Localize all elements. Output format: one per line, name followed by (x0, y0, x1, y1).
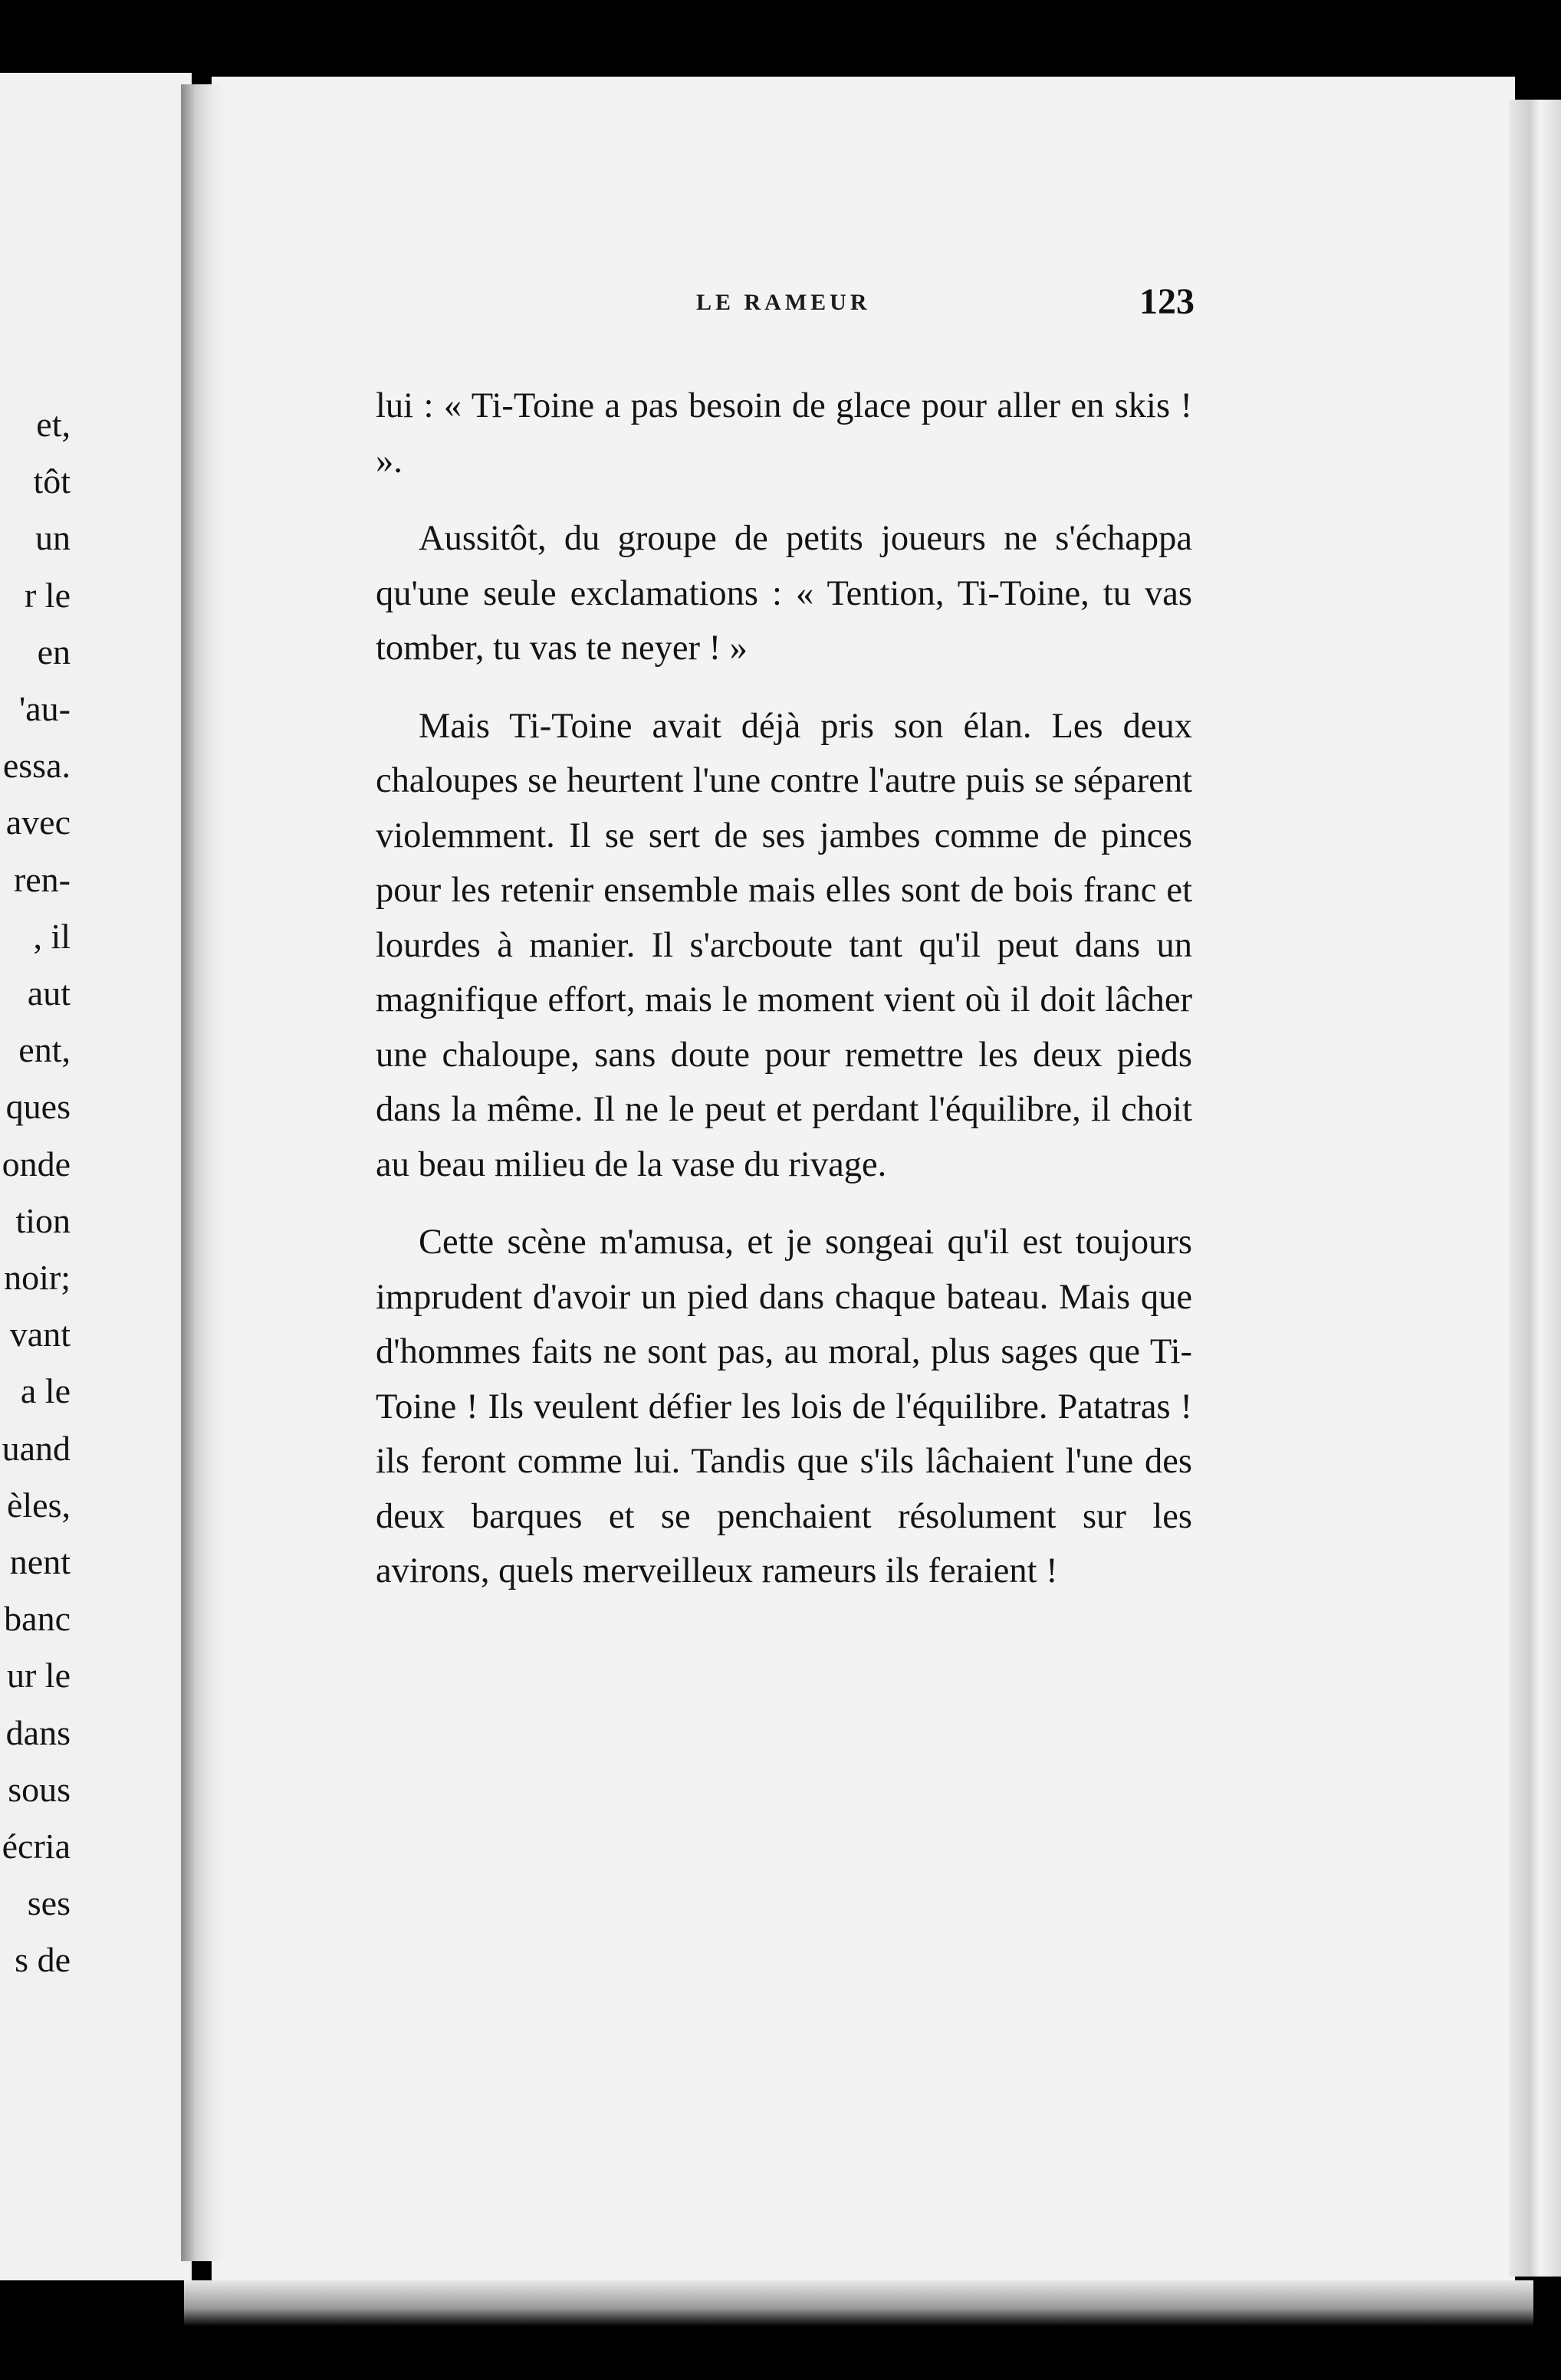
facing-line: 'au- (18, 689, 71, 729)
facing-page-text (2, 396, 71, 1989)
book-gutter (181, 84, 224, 2261)
facing-line: uand (2, 1428, 71, 1468)
facing-line: et, (36, 405, 71, 444)
page-number: 123 (1139, 281, 1195, 322)
paragraph: Mais Ti-Toine avait déjà pris son élan. Les deux chaloupes se heurtent l'une contre l'autre puis se séparent violemment. Il se sert de ses jambes comme de pinces pour les retenir ensemble mais elles sont de bois franc et lourdes à manier. Il s'arcboute tant qu'il peut dans un magnifique effort, mais le moment vient où il doit lâcher une chaloupe, sans doute pour remettre les deux pieds dans la même. Il ne le peut et perdant l'équilibre, il choit au beau milieu de la vase du rivage. (376, 706, 1192, 1184)
facing-line: a le (20, 1371, 71, 1411)
facing-line: ent, (18, 1030, 71, 1070)
facing-line: aut (27, 973, 71, 1013)
facing-line: tion (15, 1200, 71, 1240)
paragraph: Aussitôt, du groupe de petits joueurs ne s'échappa qu'une seule exclamations : « Tention, Ti-Toine, tu vas tomber, tu vas te neyer ! » (376, 519, 1192, 668)
facing-line: sous (8, 1769, 71, 1809)
facing-line: écria (2, 1827, 71, 1866)
paragraph: Cette scène m'amusa, et je songeai qu'il est toujours imprudent d'avoir un pied dans chaque bateau. Mais que d'hommes faits ne sont pas, au moral, plus sages que Ti-Toine ! Ils veulent défier les lois de l'équilibre. Patatras ! ils feront comme lui. Tandis que s'ils lâchaient l'une des deux barques et se penchaient résolument sur les avirons, quels merveilleux rameurs ils feraient ! (376, 1223, 1192, 1590)
facing-line: onde (2, 1144, 71, 1183)
facing-line: r le (24, 575, 71, 615)
running-head (696, 281, 1202, 336)
page-stack-edge (1509, 100, 1561, 2277)
facing-line: essa. (2, 746, 71, 786)
page-bottom-edge (184, 2280, 1533, 2326)
facing-line: banc (4, 1599, 71, 1639)
facing-line: avec (5, 803, 71, 842)
facing-line: , il (33, 916, 71, 956)
facing-page-left (0, 73, 192, 2280)
running-title: LE RAMEUR (696, 290, 871, 315)
facing-line: ses (27, 1883, 71, 1923)
facing-line: nent (9, 1542, 71, 1582)
facing-line: un (35, 518, 71, 558)
paragraph: lui : « Ti-Toine a pas besoin de glace pour aller en skis ! ». (376, 386, 1192, 481)
facing-line: vant (9, 1315, 71, 1354)
body-text (376, 379, 1192, 1599)
facing-line: ur le (6, 1656, 71, 1696)
facing-line: en (37, 632, 71, 671)
facing-line: noir; (4, 1258, 71, 1298)
facing-line: dans (5, 1712, 71, 1752)
facing-line: ques (5, 1087, 71, 1127)
facing-line: tôt (33, 461, 71, 501)
facing-line: s de (15, 1940, 71, 1980)
facing-line: ren- (13, 859, 71, 899)
facing-line: èles, (6, 1485, 71, 1525)
